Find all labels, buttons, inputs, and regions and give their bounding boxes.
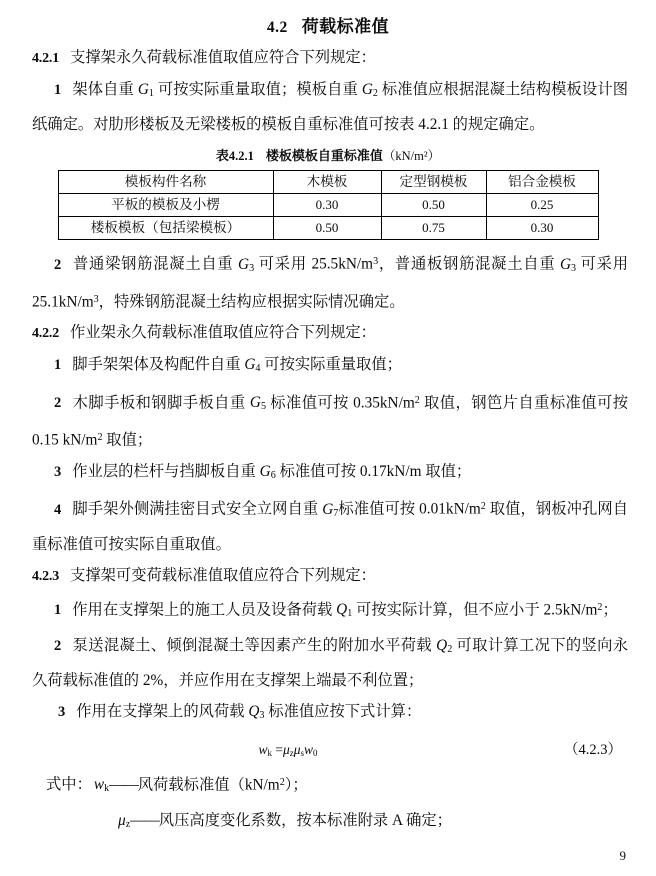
unit-exp-d: 2 bbox=[97, 432, 103, 444]
table-wrapper bbox=[0, 170, 656, 240]
symbol-g5: $G_5$ bbox=[249, 394, 266, 413]
table-header-cell-2: 定型钢模板 bbox=[381, 171, 486, 194]
item-4-2-1-2-number: 2 bbox=[54, 256, 62, 273]
table-caption-number: 4.2.1 bbox=[228, 149, 254, 164]
item-4-2-2-2-part1: 木脚手板和钢脚手板自重 bbox=[72, 394, 250, 412]
item-4-2-1-2 bbox=[0, 246, 656, 317]
symbol-mu-z: $\mu_z$ bbox=[118, 811, 131, 830]
where-desc-1-exp: 2 bbox=[279, 776, 285, 788]
unit-exp-b: 3 bbox=[93, 293, 99, 305]
table-cell-r0c0: 平板的模板及小楞 bbox=[58, 194, 273, 217]
clause-4-2-3 bbox=[0, 560, 656, 592]
item-4-2-3-2-number: 2 bbox=[54, 637, 62, 654]
item-4-2-2-2-part2: 标准值可按 0.35kN/m bbox=[266, 394, 415, 412]
table-cell-r1c2: 0.75 bbox=[381, 217, 486, 240]
item-4-2-2-2-part4: 取值； bbox=[102, 431, 153, 449]
item-4-2-1-2-part4: 可采用 25.1kN/m bbox=[32, 255, 629, 311]
where-dash-2: —— bbox=[130, 811, 159, 829]
item-4-2-3-2-part2: 可取计算工况下的竖向永久荷载标准值的 2%，并应作用在支撑架上端最不利位置； bbox=[32, 636, 629, 689]
table-header-cell-1: 木模板 bbox=[273, 171, 381, 194]
clause-4-2-3-number: 4.2.3 bbox=[32, 568, 60, 584]
item-4-2-1-1-part3: 标准值应根据混凝土结构模板设计图纸确定。对肋形楼板及无梁楼板的模板自重标准值可按表 4.2.1 的规定确定。 bbox=[32, 80, 629, 134]
item-4-2-2-1-part2: 可按实际重量取值； bbox=[260, 356, 402, 374]
item-4-2-2-4-part1: 脚手架外侧满挂密目式安全立网自重 bbox=[72, 500, 323, 518]
item-4-2-1-2-part1: 普通梁钢筋混凝土自重 bbox=[72, 255, 239, 273]
section-number: 4.2 bbox=[266, 19, 288, 36]
unit-exp-f: 2 bbox=[597, 601, 603, 613]
symbol-g4: $G_4$ bbox=[244, 356, 261, 375]
item-4-2-2-4-part2: 标准值可按 0.01kN/m bbox=[338, 500, 481, 518]
table-cell-r1c3: 0.30 bbox=[486, 217, 598, 240]
unit-exp-c: 2 bbox=[414, 394, 420, 406]
table-cell-r0c3: 0.25 bbox=[486, 194, 598, 217]
where-line-2 bbox=[0, 805, 656, 840]
item-4-2-1-2-part5: ，特殊钢筋混凝土结构应根据实际情况确定。 bbox=[98, 293, 405, 311]
page-number: 9 bbox=[619, 848, 626, 863]
table-cell-r0c2: 0.50 bbox=[381, 194, 486, 217]
clause-4-2-2 bbox=[0, 317, 656, 349]
section-heading bbox=[0, 0, 656, 42]
clause-4-2-1-text: 支撑架永久荷载标准值取值应符合下列规定： bbox=[70, 48, 376, 66]
item-4-2-3-2-part1: 泵送混凝土、倾倒混凝土等因素产生的附加水平荷载 bbox=[72, 636, 437, 654]
item-4-2-1-1 bbox=[0, 74, 656, 140]
table-row bbox=[58, 217, 598, 240]
item-4-2-2-1 bbox=[0, 349, 656, 384]
formula-4-2-3 bbox=[0, 737, 656, 766]
item-4-2-2-3 bbox=[0, 456, 656, 491]
unit-exp-a: 3 bbox=[373, 256, 379, 268]
table-cell-r0c1: 0.30 bbox=[273, 194, 381, 217]
where-line-1 bbox=[0, 767, 656, 805]
item-4-2-2-2-number: 2 bbox=[54, 395, 62, 412]
item-4-2-1-2-part3: ，普通板钢筋混凝土自重 bbox=[378, 255, 560, 273]
item-4-2-2-1-number: 1 bbox=[54, 357, 62, 374]
clause-4-2-1-number: 4.2.1 bbox=[32, 50, 60, 66]
symbol-g6: $G_6$ bbox=[259, 462, 276, 482]
item-4-2-2-3-number: 3 bbox=[54, 463, 62, 480]
table-caption-label: 表 bbox=[215, 149, 229, 165]
item-4-2-3-3 bbox=[0, 696, 656, 731]
item-4-2-3-1-number: 1 bbox=[54, 602, 62, 619]
table-header-row bbox=[58, 171, 598, 194]
formula-row bbox=[0, 737, 656, 767]
formula-lhs: $w_k$ bbox=[258, 741, 272, 758]
symbol-q1: $Q_1$ bbox=[336, 601, 353, 620]
table-cell-r1c1: 0.50 bbox=[273, 217, 381, 240]
item-4-2-2-3-part1: 作业层的栏杆与挡脚板自重 bbox=[72, 462, 260, 480]
clause-4-2-2-text: 作业架永久荷载标准值取值应符合下列规定： bbox=[70, 324, 376, 342]
item-4-2-3-1-part3: ； bbox=[602, 601, 618, 619]
formula-term-w0: $w_0$ bbox=[303, 741, 318, 758]
item-4-2-3-3-number: 3 bbox=[58, 703, 66, 720]
formula-equals: = bbox=[275, 741, 283, 757]
table-caption bbox=[0, 147, 656, 166]
formula-equation-number: （4.2.3） bbox=[564, 741, 622, 758]
clause-4-2-1 bbox=[0, 42, 656, 74]
symbol-g3-a: $G_3$ bbox=[238, 255, 255, 274]
where-label: 式中： bbox=[46, 776, 92, 794]
symbol-g1: $G_1$ bbox=[137, 80, 154, 100]
item-4-2-1-2-part2: 可采用 25.5kN/m bbox=[254, 255, 374, 273]
table-caption-unit: （kN/m²） bbox=[382, 149, 441, 164]
item-4-2-3-1-part1: 作用在支撑架上的施工人员及设备荷载 bbox=[72, 601, 337, 619]
item-4-2-2-1-part1: 脚手架架体及构配件自重 bbox=[72, 356, 245, 374]
formula-term-mu-z: $\mu_z$ bbox=[283, 741, 294, 758]
item-4-2-1-1-number: 1 bbox=[54, 81, 62, 98]
item-4-2-2-3-part2: 标准值可按 0.17kN/m 取值； bbox=[275, 462, 472, 480]
symbol-wk: $w_k$ bbox=[93, 776, 110, 795]
section-title: 荷载标准值 bbox=[301, 17, 390, 37]
symbol-q3: $Q_3$ bbox=[248, 702, 265, 721]
table-4-2-1 bbox=[58, 170, 599, 240]
where-desc-1: 风荷载标准值（kN/m bbox=[137, 776, 280, 794]
item-4-2-3-3-part1: 作用在支撑架上的风荷载 bbox=[76, 702, 249, 720]
item-4-2-2-4-number: 4 bbox=[54, 501, 62, 518]
item-4-2-2-4-part3: 取值，钢板冲孔网自重标准值可按实际自重取值。 bbox=[32, 500, 628, 553]
symbol-g3-b: $G_3$ bbox=[559, 255, 577, 274]
table-caption-title: 楼板模板自重标准值 bbox=[265, 149, 383, 165]
item-4-2-3-1 bbox=[0, 592, 656, 630]
item-4-2-3-3-part2: 标准值应按下式计算： bbox=[264, 702, 422, 720]
item-4-2-3-1-part2: 可按实际计算，但不应小于 2.5kN/m bbox=[352, 601, 598, 619]
table-header-cell-0: 模板构件名称 bbox=[58, 171, 273, 194]
unit-exp-e: 2 bbox=[480, 501, 486, 513]
clause-4-2-2-number: 4.2.2 bbox=[32, 326, 60, 342]
item-4-2-3-2 bbox=[0, 630, 656, 696]
item-4-2-2-2 bbox=[0, 385, 656, 456]
clause-4-2-3-text: 支撑架可变荷载标准值取值应符合下列规定： bbox=[70, 566, 376, 584]
item-4-2-1-1-part2: 可按实际重量取值；模板自重 bbox=[153, 80, 362, 98]
item-4-2-2-2-part3: 取值，钢笆片自重标准值可按 0.15 kN/m bbox=[32, 394, 629, 449]
item-4-2-2-4 bbox=[0, 491, 656, 560]
formula-term-mu-s: $\mu_s$ bbox=[293, 741, 304, 758]
item-4-2-1-1-part1: 架体自重 bbox=[72, 80, 138, 98]
symbol-g7: $G_7$ bbox=[322, 500, 339, 519]
symbol-q2: $Q_2$ bbox=[436, 636, 453, 655]
table-header-cell-3: 铝合金模板 bbox=[486, 171, 598, 194]
symbol-g2: $G_2$ bbox=[361, 80, 378, 100]
table-row bbox=[58, 194, 598, 217]
table-cell-r1c0: 楼板模板（包括梁模板） bbox=[58, 217, 273, 240]
where-dash-1: —— bbox=[109, 776, 138, 794]
where-desc-1-post: ）； bbox=[284, 776, 308, 794]
where-desc-2: 风压高度变化系数，按本标准附录 A 确定； bbox=[158, 811, 452, 829]
